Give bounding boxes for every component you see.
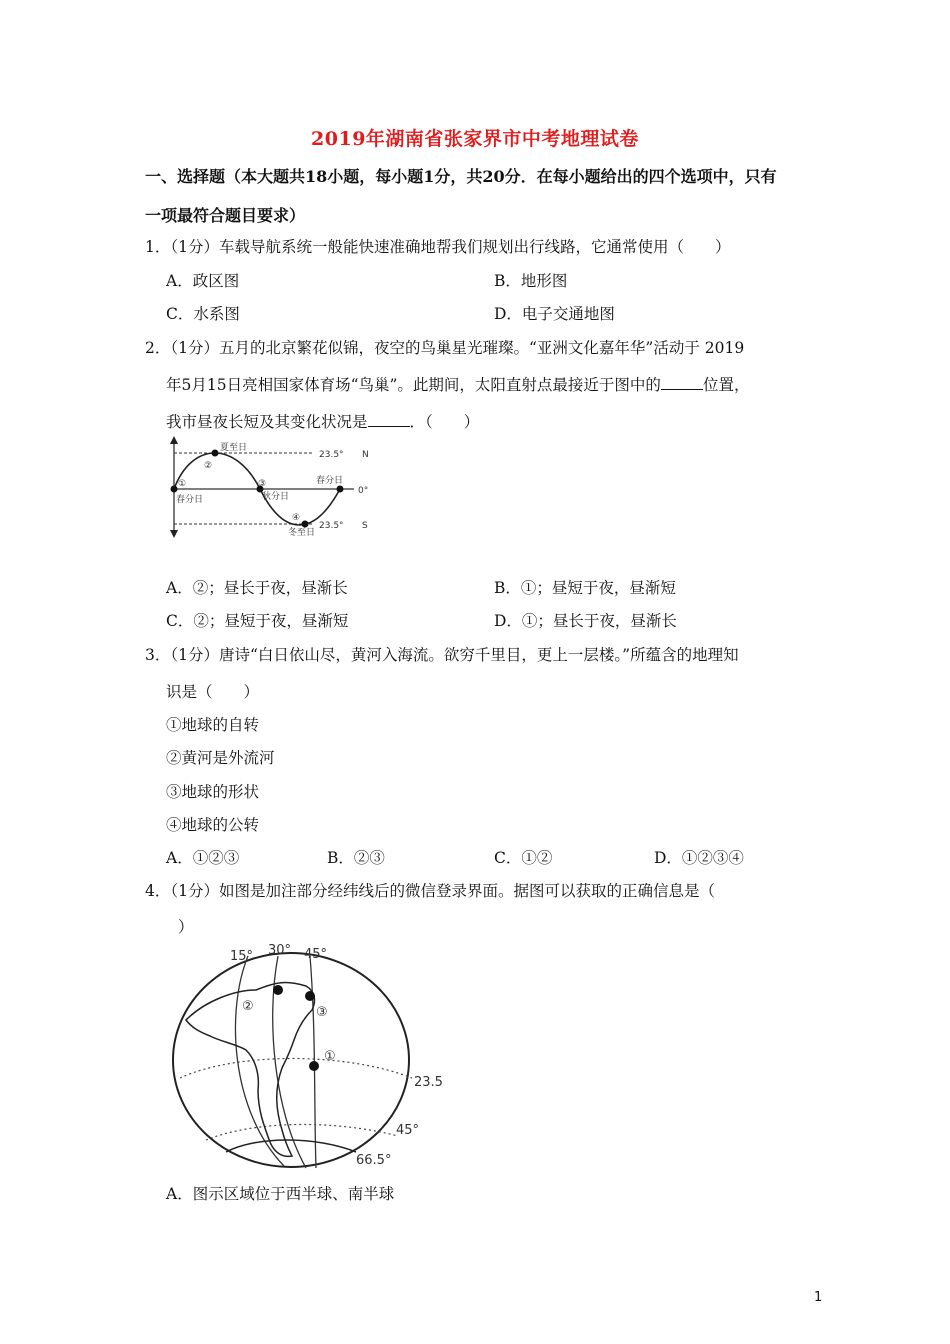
q2-stem-line3-text: 我市昼夜长短及其变化状况是 — [166, 413, 368, 431]
label-winter-solstice: 冬至日 — [288, 528, 316, 538]
q2-option-b[interactable]: B．①；昼短于夜，昼渐短 — [494, 579, 676, 597]
marker-2: ② — [204, 461, 213, 471]
q4-stem-line1: 4．（1分）如图是加注部分经纬线后的微信登录界面。据图可以获取的正确信息是（ — [145, 882, 715, 900]
q1-stem: 1．（1分）车载导航系统一般能快速准确地帮我们规划出行线路，它通常使用（ ） — [145, 238, 731, 256]
q2-stem-line3-end: ．（ ） — [409, 413, 480, 431]
label-tropic-south: 23.5° — [319, 521, 344, 531]
marker-1: ① — [178, 479, 187, 489]
label-lon-45: 45° — [304, 947, 328, 962]
label-lat-66-5: 66.5° — [356, 1153, 392, 1168]
page-number: 1 — [814, 1290, 823, 1305]
sun-direct-point-figure — [164, 436, 384, 538]
section-heading-line2: 一项最符合题目要求） — [145, 206, 306, 225]
q2-blank-1[interactable] — [661, 375, 703, 390]
q2-stem-line2 — [166, 373, 749, 395]
label-lat-23-5: 23.5 — [414, 1075, 443, 1090]
q1-option-c[interactable]: C．水系图 — [166, 305, 240, 323]
marker-3: ③ — [258, 479, 267, 489]
label-autumn-equinox: 秋分日 — [262, 492, 290, 502]
label-tropic-north: 23.5° — [319, 450, 344, 460]
label-spring-equinox-2: 春分日 — [316, 476, 344, 486]
q2-stem-line2-text: 年5月15日亮相国家体育场“鸟巢”。此期间，太阳直射点最接近于图中的 — [166, 376, 661, 394]
marker-1: ① — [324, 1049, 336, 1064]
q3-item-2: ②黄河是外流河 — [166, 749, 275, 767]
section-heading-line1: 一、选择题（本大题共18小题，每小题1分，共20分．在每小题给出的四个选项中，只有 — [145, 167, 777, 186]
label-spring-equinox-1: 春分日 — [176, 495, 204, 505]
q2-stem-line2-end: 位置， — [702, 376, 750, 394]
q4-stem-line2: ） — [178, 918, 194, 936]
q3-option-a[interactable]: A．①②③ — [166, 849, 240, 867]
q3-option-b[interactable]: B．②③ — [327, 849, 385, 867]
q1-option-a[interactable]: A．政区图 — [166, 272, 240, 290]
q2-option-c[interactable]: C．②；昼短于夜，昼渐短 — [166, 612, 349, 630]
wechat-globe-figure — [166, 940, 456, 1172]
q3-option-d[interactable]: D．①②③④ — [654, 849, 744, 867]
marker-3: ③ — [316, 1005, 328, 1020]
q3-item-3: ③地球的形状 — [166, 783, 260, 801]
label-summer-solstice: 夏至日 — [220, 443, 248, 453]
q4-option-a[interactable]: A．图示区域位于西半球、南半球 — [166, 1185, 395, 1203]
q3-item-4: ④地球的公转 — [166, 816, 260, 834]
q2-stem-line3 — [166, 410, 479, 432]
q1-option-d[interactable]: D．电子交通地图 — [494, 305, 615, 323]
q3-stem-line2: 识是（ ） — [166, 683, 260, 701]
label-lat-45: 45° — [396, 1123, 420, 1138]
page-title: 2019年湖南省张家界市中考地理试卷 — [311, 128, 639, 150]
q1-option-b[interactable]: B．地形图 — [494, 272, 568, 290]
q2-blank-2[interactable] — [368, 412, 410, 427]
label-lon-15: 15° — [230, 949, 254, 964]
q2-option-d[interactable]: D．①；昼长于夜，昼渐长 — [494, 612, 677, 630]
label-equator: 0° — [358, 486, 369, 496]
q3-stem-line1: 3．（1分）唐诗“白日依山尽，黄河入海流。欲穷千里目，更上一层楼。”所蕴含的地理知 — [145, 646, 739, 664]
marker-4: ④ — [292, 513, 301, 523]
marker-2: ② — [242, 999, 254, 1014]
label-lon-30: 30° — [268, 943, 292, 958]
q3-option-c[interactable]: C．①② — [494, 849, 553, 867]
q3-item-1: ①地球的自转 — [166, 716, 260, 734]
q2-option-a[interactable]: A．②；昼长于夜，昼渐长 — [166, 579, 348, 597]
label-south: S — [362, 521, 368, 531]
label-north: N — [362, 450, 369, 460]
q2-stem-line1: 2．（1分）五月的北京繁花似锦，夜空的鸟巢星光璀璨。“亚洲文化嘉年华”活动于 2019 — [145, 339, 745, 357]
